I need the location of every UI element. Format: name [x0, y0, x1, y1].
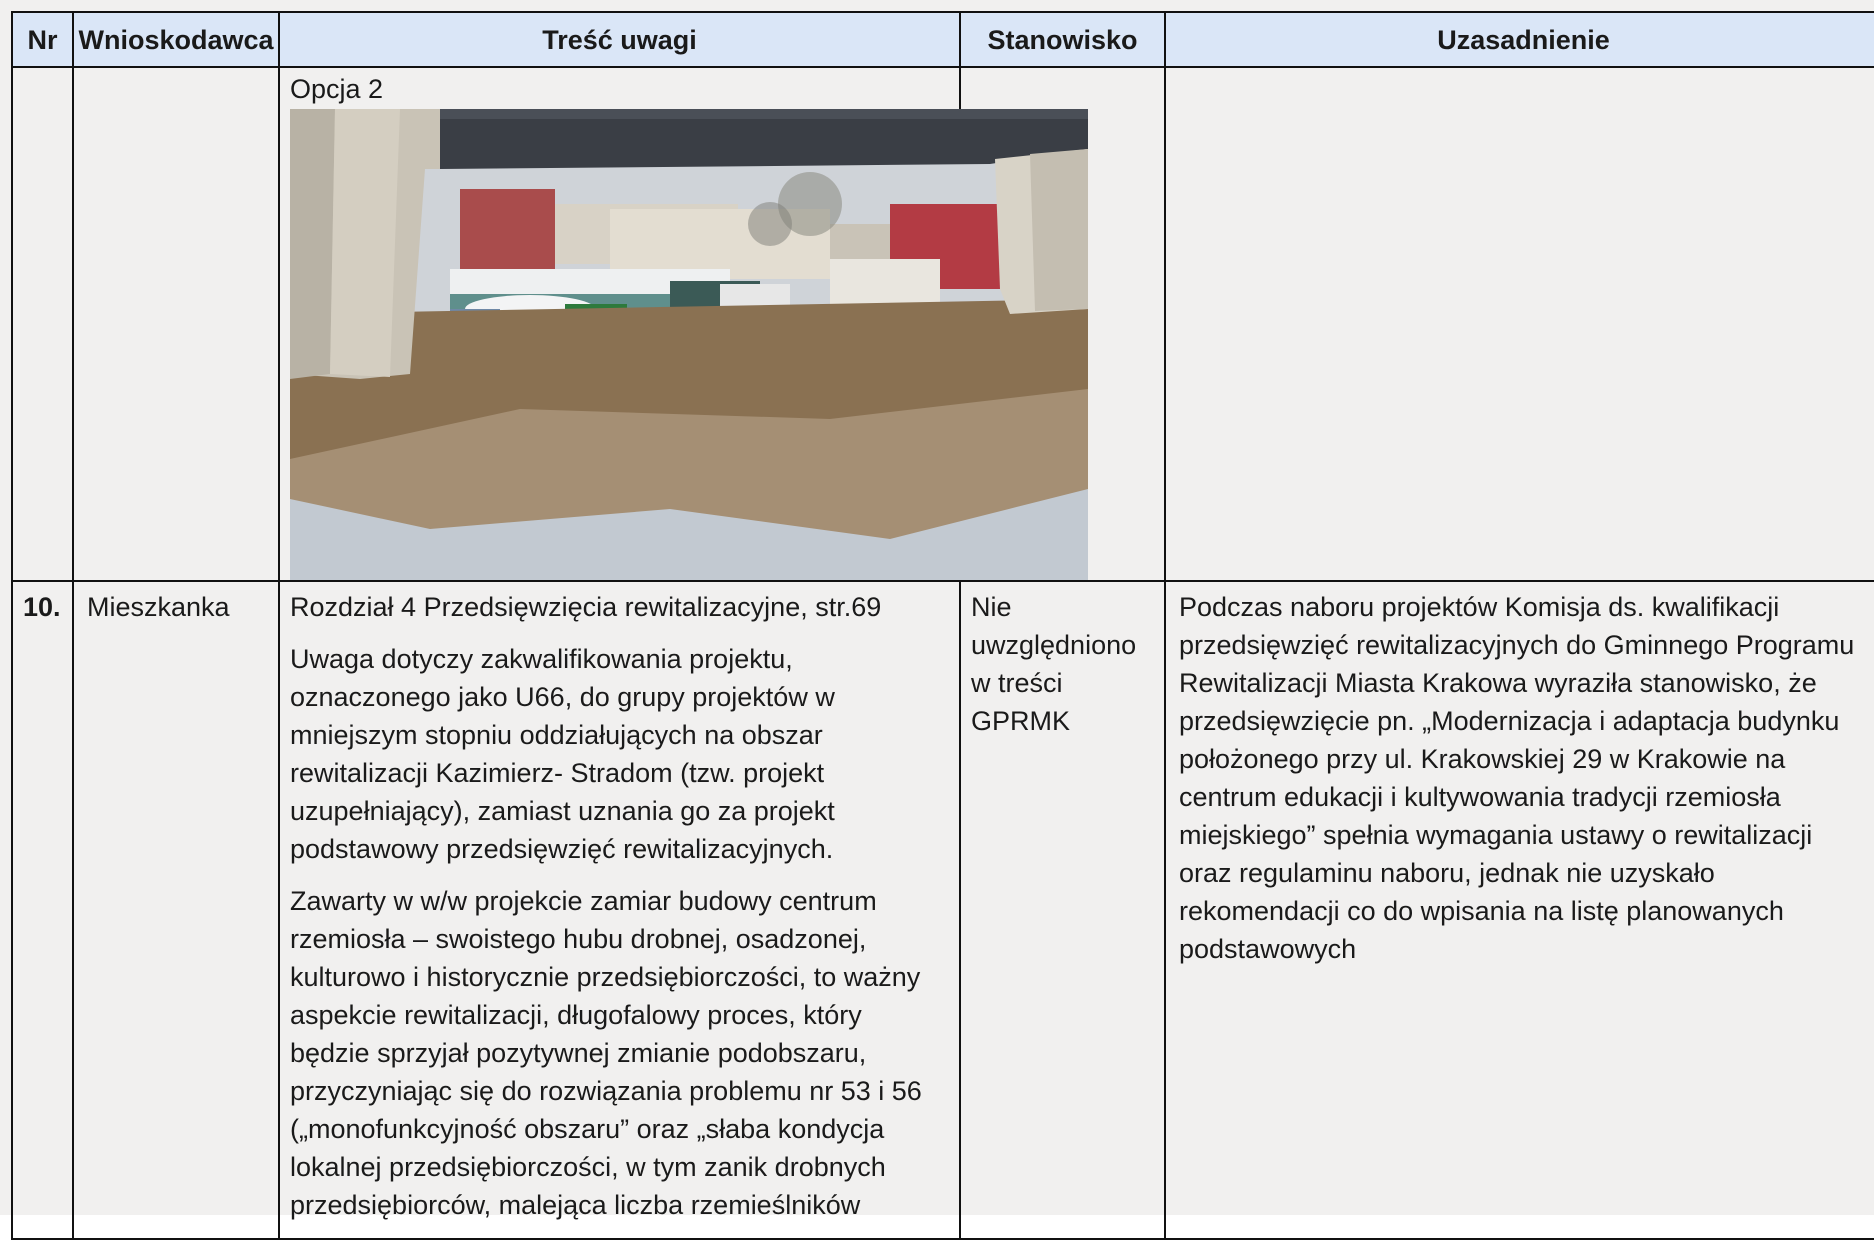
cell-content-prev	[279, 67, 960, 581]
option-label: Opcja 2	[290, 74, 384, 104]
table-row	[12, 67, 1874, 581]
comments-table	[11, 11, 1874, 1240]
cell-justification: Podczas naboru projektów Komisja ds. kwalifikacji przedsięwzięć rewitalizacyjnych do Gminnego Programu Rewitalizacji Miasta Krakowa wyraziła stanowisko, że przedsięwzięcie pn. „Modernizacja i adaptacja budynku położonego przy ul. Krakowskiej 29 w Krakowie na centrum edukacji i kultywowania tradycji rzemiosła miejskiego” spełnia wymagania ustawy o rewitalizacji oraz regulaminu naboru, jednak nie uzyskało rekomendacji co do wpisania na listę planowanych podstawowych	[1165, 581, 1874, 1239]
cell-nr-prev	[12, 67, 73, 581]
cell-content	[279, 581, 960, 1239]
comment-paragraph-1: Uwaga dotyczy zakwalifikowania projektu, oznaczonego jako U66, do grupy projektów w mniejszym stopniu oddziałujących na obszar rewitalizacji Kazimierz- Stradom (tzw. projekt uzupełniający), zamiast uznania go za projekt podstawowy przedsięwzięć rewitalizacyjnych.	[290, 644, 835, 864]
table-row	[12, 581, 1874, 1239]
cell-nr: 10.	[12, 581, 73, 1239]
header-nr: Nr	[12, 12, 73, 67]
cell-applicant-prev	[73, 67, 279, 581]
table-header-row	[12, 12, 1874, 67]
header-content: Treść uwagi	[279, 12, 960, 67]
cell-justification-prev	[1165, 67, 1874, 581]
header-position: Stanowisko	[960, 12, 1165, 67]
comment-paragraph-2: Zawarty w w/w projekcie zamiar budowy centrum rzemiosła – swoistego hubu drobnej, osadzonej, kulturowo i historycznie przedsiębiorczości, to ważny aspekcie rewitalizacji, długofalowy proces, który będzie sprzyjał pozytywnej zmianie podobszaru, przyczyniając się do rozwiązania problemu nr 53 i 56 („monofunkcyjność obszaru” oraz „słaba kondycja lokalnej przedsiębiorczości, w tym zanik drobnych przedsiębiorców, malejąca liczba rzemieślników	[290, 886, 922, 1220]
header-applicant: Wnioskodawca	[73, 12, 279, 67]
photo-image	[290, 109, 1088, 580]
comment-chapter: Rozdział 4 Przedsięwzięcia rewitalizacyjne, str.69	[290, 592, 882, 622]
cell-applicant: Mieszkanka	[73, 581, 279, 1239]
header-justification: Uzasadnienie	[1165, 12, 1874, 67]
cell-position: Nie uwzględniono w treści GPRMK	[960, 581, 1165, 1239]
